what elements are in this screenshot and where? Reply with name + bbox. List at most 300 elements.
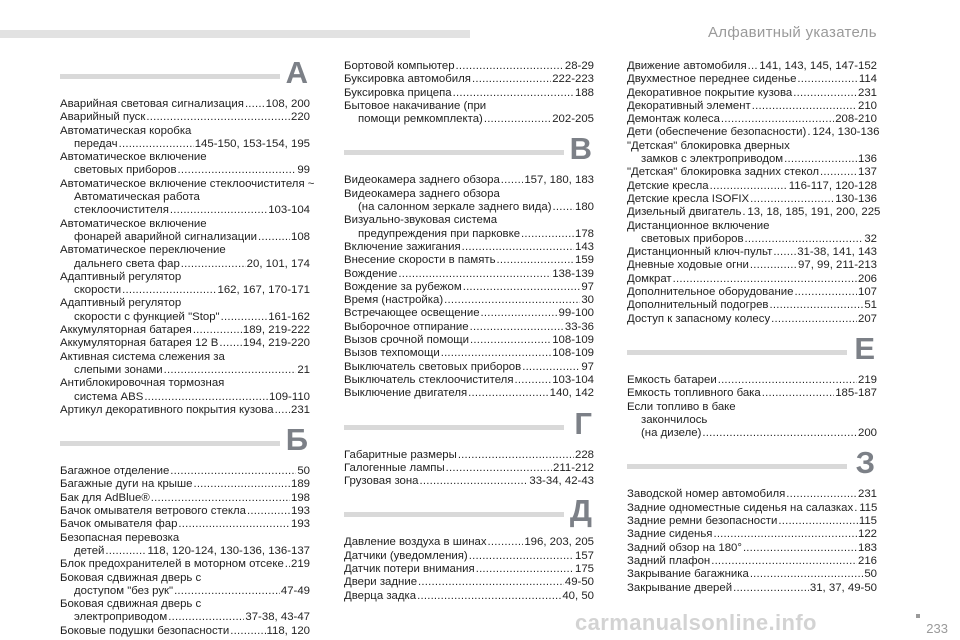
dot-leader xyxy=(444,294,580,307)
index-entry xyxy=(627,515,877,528)
entry-pages: 21 xyxy=(297,363,310,376)
entry-text: Задний плафон xyxy=(627,554,711,567)
entry-text: Закрывание дверей xyxy=(627,581,733,594)
dot-leader xyxy=(752,100,857,113)
entry-text: Артикул декоративного покрытия кузова xyxy=(60,403,274,416)
entry-pages: 157 xyxy=(574,549,594,562)
entry-text: Вызов срочной помощи xyxy=(344,334,470,347)
index-entry xyxy=(60,518,310,531)
entry-text: (на салонном зеркале заднего вида) xyxy=(358,201,552,214)
index-entry xyxy=(344,334,594,347)
dot-leader xyxy=(476,563,574,576)
index-entry xyxy=(344,268,594,281)
index-entry xyxy=(344,254,594,267)
section-gap xyxy=(627,326,877,336)
index-entry xyxy=(60,231,310,244)
index-entry xyxy=(60,284,310,297)
dot-leader xyxy=(673,273,857,286)
dot-leader xyxy=(742,206,746,219)
entry-text: Если топливо в баке xyxy=(627,400,736,413)
entry-pages: 103-104 xyxy=(552,373,594,386)
dot-leader xyxy=(713,528,857,541)
entry-text: система ABS xyxy=(74,390,144,403)
dot-leader xyxy=(219,337,241,350)
index-entry xyxy=(60,258,310,271)
entry-text: Аккумуляторная батарея xyxy=(60,324,192,337)
section-rule xyxy=(344,150,564,155)
entry-text: Емкость батареи xyxy=(627,373,717,386)
entry-text: Багажное отделение xyxy=(60,465,170,478)
dot-leader xyxy=(453,87,574,100)
index-entry xyxy=(60,364,310,377)
index-entry xyxy=(627,233,877,246)
entry-text: Демонтаж колеса xyxy=(627,113,720,126)
entry-text: Вождение xyxy=(344,267,398,280)
dot-leader xyxy=(418,576,564,589)
entry-text: Декоративный элемент xyxy=(627,99,751,112)
dot-leader xyxy=(230,625,265,638)
entry-text: Датчик потери внимания xyxy=(344,563,475,576)
dot-leader xyxy=(463,281,581,294)
entry-pages: 97 xyxy=(581,280,594,293)
dot-leader xyxy=(743,542,857,555)
entry-text: Автоматическое включение xyxy=(60,217,207,230)
entry-text: "Детская" блокировка задних стекол xyxy=(627,166,820,179)
index-entry xyxy=(344,73,594,86)
index-entry xyxy=(627,153,877,166)
entry-pages: 40, 50 xyxy=(562,589,594,602)
index-entry xyxy=(60,505,310,518)
entry-text: Аккумуляторная батарея 12 В xyxy=(60,337,219,350)
entry-pages: 200 xyxy=(857,427,877,440)
entry-text: Адаптивный регулятор xyxy=(60,270,182,283)
entry-text: фонарей аварийной сигнализации xyxy=(74,230,257,243)
entry-text: Задние ремни безопасности xyxy=(627,515,778,528)
entry-pages: 193 xyxy=(290,505,310,518)
index-entry xyxy=(344,590,594,603)
section-letter: Е xyxy=(854,330,875,366)
dot-leader xyxy=(170,465,296,478)
entry-text: Автоматическая коробка xyxy=(60,124,192,137)
index-entry xyxy=(60,111,310,124)
index-entry xyxy=(344,387,594,400)
section-header xyxy=(627,445,877,484)
dot-leader xyxy=(515,374,552,387)
entry-text: Автоматическое включение xyxy=(60,151,207,164)
dot-leader xyxy=(151,492,290,505)
entry-pages: 228 xyxy=(574,448,594,461)
index-entry xyxy=(627,126,880,139)
dot-leader xyxy=(456,60,564,73)
index-entry xyxy=(627,166,877,179)
dot-leader xyxy=(146,111,290,124)
entry-pages: 210 xyxy=(857,99,877,112)
entry-text: Адаптивный регулятор xyxy=(60,297,182,310)
dot-leader xyxy=(481,307,558,320)
entry-pages: 137 xyxy=(857,166,877,179)
entry-text: Грузовая зона xyxy=(344,475,419,488)
entry-pages: 185-187 xyxy=(835,387,877,400)
section-header xyxy=(60,422,310,461)
dot-leader xyxy=(769,299,863,312)
dot-leader xyxy=(174,585,280,598)
entry-pages: 50 xyxy=(297,465,310,478)
entry-text: Дети (обеспечение безопасности) xyxy=(627,126,807,139)
index-entry xyxy=(344,576,594,589)
entry-text: Габаритные размеры xyxy=(344,448,457,461)
index-entry xyxy=(344,307,594,320)
entry-pages: 130-136 xyxy=(835,192,877,205)
entry-text: Буксировка прицепа xyxy=(344,86,452,99)
index-entry xyxy=(627,387,877,400)
section-gap xyxy=(344,488,594,498)
entry-pages: 51 xyxy=(864,299,877,312)
entry-pages: 196, 203, 205 xyxy=(524,536,594,549)
dot-leader xyxy=(458,449,574,462)
entry-text: Галогенные лампы xyxy=(344,461,445,474)
dot-leader xyxy=(484,113,551,126)
entry-text: предупреждения при парковке xyxy=(358,227,521,240)
dot-leader xyxy=(733,582,809,595)
entry-text: слепыми зонами xyxy=(74,363,163,376)
entry-text: Выборочное отпирание xyxy=(344,320,469,333)
dot-leader xyxy=(793,87,857,100)
dot-leader xyxy=(745,233,864,246)
dot-leader xyxy=(468,387,548,400)
entry-text: скорости xyxy=(74,284,122,297)
dot-leader xyxy=(245,98,265,111)
dot-leader xyxy=(762,387,834,400)
entry-pages: 13, 18, 185, 191, 200, 225 xyxy=(747,206,881,219)
section-gap xyxy=(60,417,310,427)
index-entry xyxy=(627,542,877,555)
entry-pages: 219 xyxy=(857,373,877,386)
dot-leader xyxy=(501,174,524,187)
entry-pages: 231 xyxy=(290,403,310,416)
dot-leader xyxy=(797,73,857,86)
dot-leader xyxy=(854,502,858,515)
entry-pages: 211-212 xyxy=(553,461,594,474)
entry-text: Закрывание багажника xyxy=(627,568,749,581)
entry-text: Бортовой компьютер xyxy=(344,60,455,72)
index-entry xyxy=(627,286,877,299)
entry-text: Дневные ходовые огни xyxy=(627,259,749,272)
entry-pages: 31-38, 141, 143 xyxy=(797,246,877,259)
index-entry xyxy=(60,391,310,404)
entry-pages: 202-205 xyxy=(552,113,594,126)
index-entry xyxy=(344,294,594,307)
entry-text: Задние сиденья xyxy=(627,528,713,541)
index-entry xyxy=(60,545,310,558)
index-entry xyxy=(627,273,877,286)
dot-leader xyxy=(119,138,194,151)
entry-text: Автоматическое переключение xyxy=(60,244,226,257)
dot-leader xyxy=(178,518,290,531)
entry-pages: 99-100 xyxy=(558,307,594,320)
entry-text: Антиблокировочная тормозная xyxy=(60,377,225,390)
entry-text: Дверца задка xyxy=(344,589,417,602)
index-entry xyxy=(627,555,877,568)
dot-leader xyxy=(710,180,788,193)
entry-pages: 189, 219-222 xyxy=(242,324,310,337)
entry-pages: 124, 130-136 xyxy=(812,126,880,139)
entry-text: Багажные дуги на крыше xyxy=(60,478,193,491)
index-entry xyxy=(344,228,594,241)
entry-pages: 138-139 xyxy=(552,267,594,280)
entry-pages: 143 xyxy=(574,240,594,253)
index-entry xyxy=(60,625,310,638)
entry-pages: 188 xyxy=(574,86,594,99)
entry-pages: 122 xyxy=(857,528,877,541)
index-entry xyxy=(344,201,594,214)
dot-leader xyxy=(711,555,857,568)
entry-pages: 222-223 xyxy=(552,73,594,86)
index-entry xyxy=(344,174,594,187)
entry-pages: 118, 120-124, 130-136, 136-137 xyxy=(147,544,310,557)
dot-leader xyxy=(721,113,834,126)
dot-leader xyxy=(420,475,529,488)
entry-text: Видеокамера заднего обзора xyxy=(344,174,500,187)
entry-pages: 178 xyxy=(574,227,594,240)
entry-pages: 97 xyxy=(581,360,594,373)
index-entry xyxy=(627,313,877,326)
index-entry xyxy=(344,60,594,73)
entry-pages: 183 xyxy=(857,541,877,554)
index-entry xyxy=(627,87,877,100)
section-gap xyxy=(344,401,594,411)
entry-pages: 194, 219-220 xyxy=(242,337,310,350)
index-entry xyxy=(627,73,877,86)
index-entry xyxy=(627,374,877,387)
entry-pages: 108, 200 xyxy=(265,98,310,110)
dot-leader xyxy=(105,545,146,558)
entry-text: Время (настройка) xyxy=(344,294,444,307)
index-entry xyxy=(627,259,877,272)
index-entry xyxy=(627,582,877,595)
dot-leader xyxy=(778,515,857,528)
section-rule xyxy=(627,350,847,355)
watermark: carmanualsonline.info xyxy=(575,610,817,635)
entry-text: скорости с функцией "Stop" xyxy=(74,310,220,323)
entry-text: (на дизеле) xyxy=(641,427,702,440)
dot-leader xyxy=(462,241,574,254)
dot-leader xyxy=(164,364,297,377)
entry-pages: 114 xyxy=(858,73,877,86)
entry-text: Дистанционный ключ-пульт xyxy=(627,246,773,259)
index-entry xyxy=(60,404,310,417)
dot-leader xyxy=(472,73,551,86)
dot-leader xyxy=(794,286,857,299)
dot-leader xyxy=(750,568,864,581)
index-column-3 xyxy=(627,60,881,595)
entry-pages: 136 xyxy=(857,153,877,166)
dot-leader xyxy=(417,590,561,603)
entry-text: Включение зажигания xyxy=(344,240,461,253)
entry-pages: 198 xyxy=(290,491,310,504)
entry-text: Двери задние xyxy=(344,576,418,589)
index-entry xyxy=(60,558,310,571)
entry-text: Бачок омывателя фар xyxy=(60,518,178,531)
entry-text: Датчики (уведомления) xyxy=(344,549,468,562)
entry-text: Бытовое накачивание (при xyxy=(344,99,487,112)
index-entry xyxy=(344,462,594,475)
entry-pages: 49-50 xyxy=(564,576,594,589)
section-header xyxy=(627,330,877,370)
entry-pages: 145-150, 153-154, 195 xyxy=(194,137,310,150)
section-rule xyxy=(344,425,564,430)
entry-text: Давление воздуха в шинах xyxy=(344,536,487,549)
entry-pages: 99 xyxy=(297,164,310,177)
dot-leader xyxy=(285,558,290,571)
entry-text: детей xyxy=(74,544,105,557)
entry-pages: 108 xyxy=(290,230,310,243)
dot-leader xyxy=(807,126,811,139)
entry-text: Доступ к запасному колесу xyxy=(627,312,771,325)
entry-text: Домкрат xyxy=(627,272,672,285)
index-entry xyxy=(627,206,881,219)
section-header xyxy=(344,131,594,170)
entry-text: Выключение двигателя xyxy=(344,387,468,400)
index-entry xyxy=(60,492,310,505)
entry-pages: 108-109 xyxy=(552,334,594,347)
dot-leader xyxy=(170,204,267,217)
dot-leader xyxy=(441,347,551,360)
dot-leader xyxy=(553,201,574,214)
index-entry xyxy=(627,502,877,515)
section-rule xyxy=(344,512,564,517)
entry-pages: 47-49 xyxy=(280,584,310,597)
entry-pages: 161-162 xyxy=(268,310,310,323)
entry-pages: 37-38, 43-47 xyxy=(245,611,310,624)
dot-leader xyxy=(446,462,552,475)
entry-text: Боковые подушки безопасности xyxy=(60,624,230,637)
entry-pages: 216 xyxy=(857,554,877,567)
entry-text: помощи ремкомплекта) xyxy=(358,113,483,126)
index-entry xyxy=(627,100,877,113)
entry-pages: 175 xyxy=(574,563,594,576)
index-entry xyxy=(627,180,877,193)
dot-leader xyxy=(750,193,834,206)
dot-leader xyxy=(144,391,268,404)
entry-text: Детские кресла xyxy=(627,179,709,192)
index-entry xyxy=(344,347,594,360)
dot-leader xyxy=(522,361,580,374)
dot-leader xyxy=(702,427,857,440)
dot-leader xyxy=(784,153,857,166)
index-entry xyxy=(627,60,877,73)
index-entry xyxy=(344,321,594,334)
entry-pages: 219 xyxy=(290,558,310,571)
section-rule xyxy=(60,74,280,79)
entry-text: световых приборов xyxy=(74,164,177,177)
entry-text: Безопасная перевозка xyxy=(60,531,180,544)
section-gap xyxy=(344,126,594,136)
entry-text: Дизельный двигатель xyxy=(627,206,742,219)
entry-pages: 108-109 xyxy=(552,347,594,360)
dot-leader xyxy=(275,404,290,417)
entry-text: Бачок омывателя ветрового стекла xyxy=(60,505,247,518)
entry-text: Дополнительное оборудование xyxy=(627,286,794,299)
index-entry xyxy=(344,241,594,254)
entry-pages: 50 xyxy=(864,568,877,581)
section-header xyxy=(60,55,310,94)
section-letter: В xyxy=(569,131,592,167)
section-letter: Д xyxy=(569,493,592,529)
index-entry xyxy=(344,475,594,488)
page-marker xyxy=(916,614,920,618)
dot-leader xyxy=(122,284,216,297)
entry-text: замков с электроприводом xyxy=(641,153,784,166)
entry-pages: 162, 167, 170-171 xyxy=(217,284,310,297)
entry-text: Бак для AdBlue® xyxy=(60,491,150,504)
entry-text: Аварийная световая сигнализация xyxy=(60,98,244,110)
dot-leader xyxy=(750,259,797,272)
entry-pages: 189 xyxy=(290,478,310,491)
entry-text: дальнего света фар xyxy=(74,257,180,270)
entry-text: Задние одноместные сиденья на салазках xyxy=(627,501,854,514)
entry-text: Автоматическое включение стеклоочистителя ~ xyxy=(60,177,315,190)
index-entry xyxy=(60,337,310,350)
index-entry xyxy=(344,281,594,294)
index-entry xyxy=(344,536,594,549)
index-entry xyxy=(60,98,310,111)
entry-text: передач xyxy=(74,137,118,150)
section-header xyxy=(344,405,594,445)
entry-text: Внесение скорости в память xyxy=(344,254,496,267)
entry-pages: 33-34, 42-43 xyxy=(529,475,594,488)
entry-text: Боковая сдвижная дверь с xyxy=(60,571,202,584)
index-entry xyxy=(60,204,310,217)
entry-pages: 33-36 xyxy=(564,320,594,333)
dot-leader xyxy=(521,228,574,241)
index-entry xyxy=(344,361,594,374)
dot-leader xyxy=(773,246,796,259)
index-entry xyxy=(344,374,594,387)
dot-leader xyxy=(820,166,857,179)
dot-leader xyxy=(718,374,857,387)
index-column-1 xyxy=(60,55,315,638)
entry-text: Встречающее освещение xyxy=(344,307,480,320)
entry-pages: 97, 99, 211-213 xyxy=(798,259,877,272)
entry-pages: 141, 143, 145, 147-152 xyxy=(759,60,877,72)
page-number: 233 xyxy=(926,621,948,636)
index-entry xyxy=(60,311,310,324)
entry-pages: 193 xyxy=(290,518,310,531)
dot-leader xyxy=(258,231,290,244)
dot-leader xyxy=(497,254,574,267)
section-letter: Г xyxy=(574,405,592,441)
index-entry xyxy=(627,193,877,206)
dot-leader xyxy=(181,258,246,271)
entry-text: Аварийный пуск xyxy=(60,111,146,124)
entry-pages: 116-117, 120-128 xyxy=(788,179,877,192)
dot-leader xyxy=(470,334,551,347)
entry-text: световых приборов xyxy=(641,232,744,245)
entry-text: Боковая сдвижная дверь с xyxy=(60,598,202,611)
entry-text: закончилось xyxy=(641,413,708,426)
index-column-2 xyxy=(344,60,594,603)
entry-pages: 109-110 xyxy=(269,390,310,403)
index-entry xyxy=(344,563,594,576)
entry-pages: 159 xyxy=(574,254,594,267)
section-rule xyxy=(627,464,847,469)
entry-pages: 206 xyxy=(857,272,877,285)
entry-pages: 115 xyxy=(858,515,877,528)
entry-text: электроприводом xyxy=(74,611,168,624)
entry-text: Вызов техпомощи xyxy=(344,347,440,360)
entry-pages: 157, 180, 183 xyxy=(524,174,594,187)
index-entry xyxy=(627,528,877,541)
